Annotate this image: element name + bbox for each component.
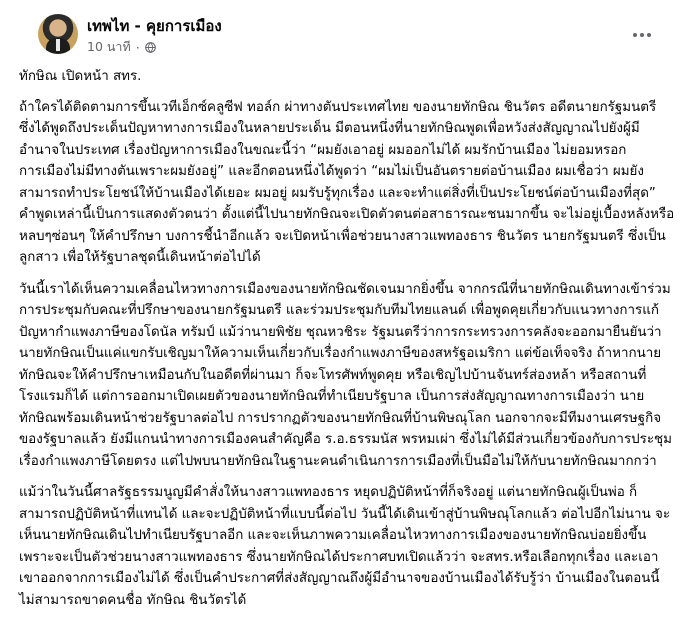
post-paragraph: แม้ว่าในวันนี้ศาลรัฐธรรมนูญมีคำสั่งให้นางสาวแพทองธาร หยุดปฏิบัติหน้าที่ก็จริงอยู่ แต่นายทักษิณผู้เป็นพ่อ ก็สามารถปฏิบัติหน้าที่แทนได้ และจะปฏิบัติหน้าที่แบบนี้ต่อไป วันนี้ได้เดินเข้าสู่บ้านพิษณุโลกแล้ว ต่อไปอีกไม่นาน จะเห็นนายทักษิณเดินไปทำเนียบรัฐบาลอีก และจะเห็นภาพความเคลื่อนไหวทางการเมืองของนายทักษิณบ่อยยิ่งขึ้น เพราะจะเป็นตัวช่วยนางสาวแพทองธาร ซึ่งนายทักษิณได้ประกาศบทเปิดแล้วว่า จะสทร.หรือเลือกทุกเรื่อง และเอาเขาออกจากการเมืองไม่ได้ ซึ่งเป็นคำประกาศที่ส่งสัญญาณถึงผู้มีอำนาจของบ้านเมืองได้รับรู้ว่า บ้านเมืองในตอนนี้ไม่สามารถขาดคนชื่อ ทักษิณ ชินวัตรได้ [19,485,671,608]
post-timestamp[interactable]: 10 นาที [87,39,131,54]
post-paragraph: ถ้าใครได้ติดตามการขึ้นเวทีเอ็กซ์คลูซีฟ ทอล์ก ผ่าทางตันประเทศไทย ของนายทักษิณ ชินวัตร อดีตนายกรัฐมนตรี ซึ่งได้พูดถึงประเด็นปัญหาทางการเมืองในหลายประเด็น มีตอนหนึ่งที่นายทักษิณพูดเพื่อหวังส่งสัญญาณไปยังผู้มีอำนาจในประเทศ เรื่องปัญหาการเมืองในขณะนี้ว่า “ผมยังเอาอยู่ ผมออกไม่ได้ ผมรักบ้านเมือง ไม่ยอมหรอก การเมืองไม่มีทางตันเพราะผมยังอยู่” และอีกตอนหนึ่งได้พูดว่า “ผมไม่เป็นอันตรายต่อบ้านเมือง ผมเชื่อว่า ผมยังสามารถทำประโยชน์ให้บ้านเมืองได้เยอะ ผมอยู่ ผมรับรู้ทุกเรื่อง และจะทำแต่สิ่งที่เป็นประโยชน์ต่อบ้านเมืองที่สุด” คำพูดเหล่านี้เป็นการแสดงตัวตนว่า ตั้งแต่นี้ไปนายทักษิณจะเปิดตัวตนต่อสาธารณะชนมากขึ้น จะไม่อยู่เบื้องหลังหรือหลบๆซ่อนๆ ให้คำปรึกษา บงการชี้นำอีกแล้ว จะเปิดหน้าเพื่อช่วยนางสาวแพทองธาร ชินวัตร นายกรัฐมนตรี ซึ่งเป็นลูกสาว เพื่อให้รัฐบาลชุดนี้เดินหน้าต่อไปได้ [19,99,675,265]
meta-separator: · [135,39,140,55]
post-title: ทักษิณ เปิดหน้า สทร. [19,69,142,84]
more-options-icon [633,33,637,37]
avatar-tie [56,39,60,51]
globe-icon [145,42,156,53]
post-header [19,0,673,56]
post-content [19,66,675,621]
post-meta [87,37,156,57]
post-paragraph: วันนี้เราได้เห็นความเคลื่อนไหวทางการเมืองของนายทักษิณชัดเจนมากยิ่งขึ้น จากกรณีที่นายทักษิณเดินทางเข้าร่วมการประชุมกับคณะที่ปรึกษาของนายกรัฐมนตรี และร่วมประชุมกับทีมไทยแลนด์ เพื่อพูดคุยเกี่ยวกับแนวทางการแก้ปัญหากำแพงภาษีของโดนัล ทรัมป์ แม้ว่านายพิชัย ชุณหวชิระ รัฐมนตรีว่าการกระทรวงการคลังจะออกมายืนยันว่า นายทักษิณเป็นแค่แขกรับเชิญมาให้ความเห็นเกี่ยวกับเรื่องกำแพงภาษีของสหรัฐอเมริกา แต่ข้อเท็จจริง ถ้าหากนายทักษิณจะให้คำปรึกษาเหมือนกับในอดีตที่ผ่านมา ก็จะโทรศัพท์พูดคุย หรือเชิญไปบ้านจันทร์ส่องหล้า หรือสถานที่โรงแรมก็ได้ แต่การออกมาเปิดเผยตัวของนายทักษิณที่ทำเนียบรัฐบาล เป็นการส่งสัญญาณทางการเมืองว่า นายทักษิณพร้อมเดินหน้าช่วยรัฐบาลต่อไป การปรากฏตัวของนายทักษิณที่บ้านพิษณุโลก นอกจากจะมีทีมงานเศรษฐกิจของรัฐบาลแล้ว ยังมีแกนนำทางการเมืองคนสำคัญคือ ร.อ.ธรรมนัส พรหมเผ่า ซึ่งไม่ได้มีส่วนเกี่ยวข้องกับการประชุมเรื่องกำแพงภาษีโดยตรง แต่ไปพบนายทักษิณในฐานะคนดำเนินการการเมืองที่เป็นมือไม่ให้กับนายทักษิณมากกว่า [19,281,672,469]
more-options-button[interactable] [631,22,655,34]
author-name[interactable]: เทพไท - คุยการเมือง [87,17,222,35]
avatar[interactable] [38,14,78,54]
